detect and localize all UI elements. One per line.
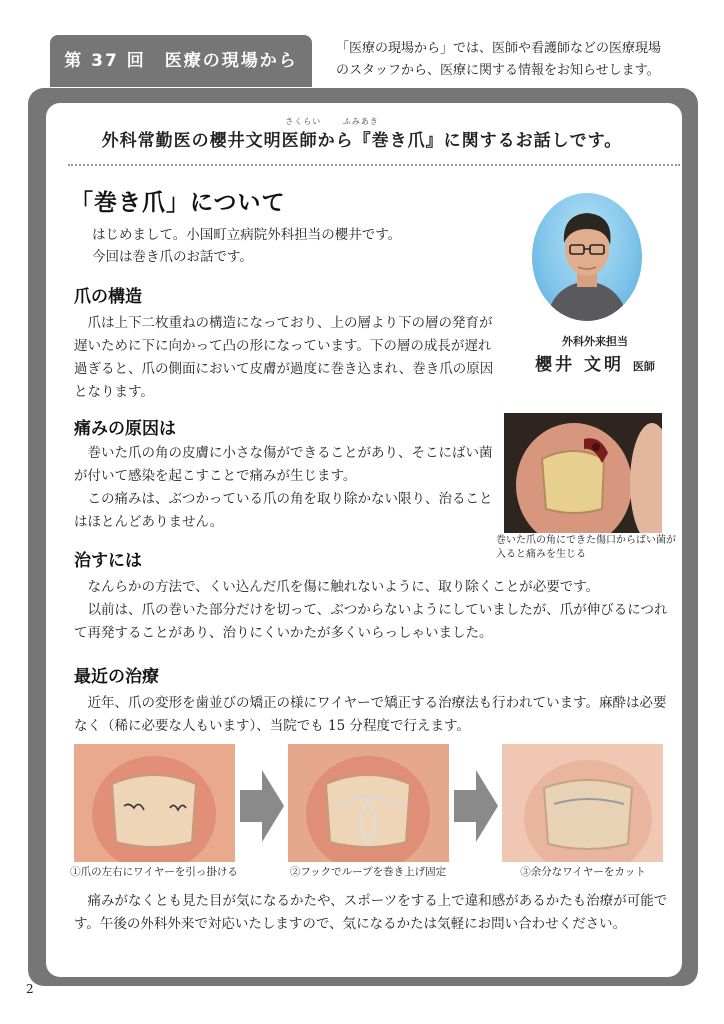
doctor-suffix: 医師 [632, 360, 655, 373]
article-title: 「巻き爪」について [70, 190, 286, 216]
page-number: 2 [26, 982, 34, 996]
section-heading-pain: 痛みの原因は [74, 419, 176, 439]
step-2-photo [288, 744, 449, 862]
step-1-photo [74, 744, 235, 862]
section-text-cure-2: 以前は、爪の巻いた部分だけを切って、ぶつからないようにしていましたが、爪が伸びるにつれて再発することがあり、治りにくいかたが多くいらっしゃいました。 [74, 602, 668, 641]
doctor-role: 外科外来担当 [562, 335, 628, 348]
greeting-2: 今回は巻き爪のお話です。 [92, 249, 253, 265]
step-3-illustration [502, 744, 663, 862]
step-3-photo [502, 744, 663, 862]
arrow-right-icon [240, 770, 284, 842]
step-1-caption: ①爪の左右にワイヤーを引っ掛ける [70, 866, 238, 878]
doctor-portrait-illustration [532, 193, 642, 321]
doctor-name [520, 350, 670, 375]
closing-text: 痛みがなくとも見た目が気になるかたや、スポーツをする上で違和感があるかたも治療が可能です。午後の外科外来で対応いたしますので、気になるかたは気軽にお問い合わせください。 [74, 893, 668, 932]
section-text-recent: 近年、爪の変形を歯並びの矯正の様にワイヤーで矯正する治療法も行われています。麻酔は必要なく（稀に必要な人もいます）、当院でも 15 分程度で行えます。 [74, 695, 667, 734]
ingrown-nail-illustration [504, 413, 662, 533]
section-text-structure: 爪は上下二枚重ねの構造になっており、上の層より下の層の発育が遅いために下に向かって凸の形になっています。下の層の成長が遅れ過ぎると、爪の側面において皮膚が過度に巻き込まれ、巻き爪の原因となります。 [74, 315, 494, 400]
section-heading-structure: 爪の構造 [74, 287, 142, 307]
step-2-caption: ②フックでループを巻き上げ固定 [289, 866, 447, 878]
section-heading-recent: 最近の治療 [74, 667, 159, 687]
series-intro [336, 38, 716, 82]
section-text-pain-1: 巻いた爪の角の皮膚に小さな傷ができることがあり、そこにばい菌が付いて感染を起こすことで痛みが生じます。 [74, 445, 493, 484]
section-heading-cure: 治すには [74, 551, 142, 571]
step-1-illustration [74, 744, 235, 862]
greeting-1: はじめまして。小国町立病院外科担当の櫻井です。 [92, 227, 402, 243]
series-tab: 第 37 回 医療の現場から [50, 35, 312, 87]
intro-line-1: 「医療の現場から」では、医師や看護師などの医療現場 [336, 41, 662, 56]
step-3-caption: ③余分なワイヤーをカット [520, 866, 646, 878]
section-text-pain-2: この痛みは、ぶつかっている爪の角を取り除かない限り、治ることはほとんどありません。 [74, 491, 493, 530]
intro-line-2: のスタッフから、医療に関する情報をお知らせします。 [336, 63, 660, 78]
section-text-cure-1: なんらかの方法で、くい込んだ爪を傷に触れないように、取り除くことが必要です。 [87, 579, 600, 595]
step-2-illustration [288, 744, 449, 862]
doctor-photo [532, 193, 642, 321]
ingrown-nail-caption: 巻いた爪の角にできた傷口からばい菌が入ると痛みを生じる [496, 535, 676, 560]
headline: 外科常勤医の櫻井文明医師から『巻き爪』に関するお話しです。 [101, 131, 623, 151]
ingrown-nail-photo [504, 413, 662, 533]
dotted-divider [68, 164, 680, 166]
ruby-fumiaki: ふみあき [342, 117, 379, 126]
arrow-right-icon [454, 770, 498, 842]
doctor-name-text: 櫻井 文明 [535, 355, 624, 375]
ruby-sakurai: さくらい [285, 117, 322, 126]
